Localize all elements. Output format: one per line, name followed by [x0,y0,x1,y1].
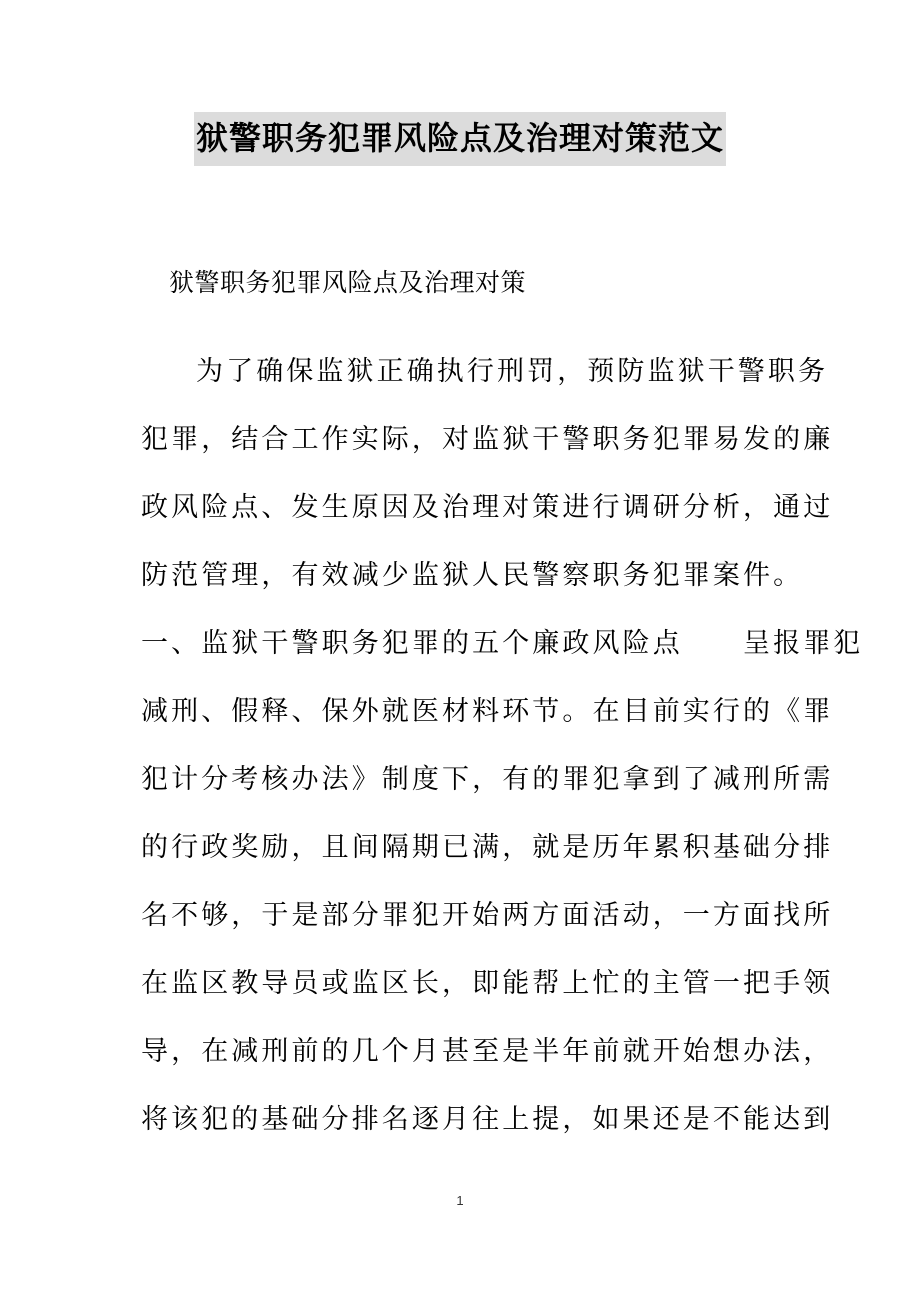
body-line: 的行政奖励，且间隔期已满，就是历年累积基础分排 [141,832,834,863]
body-line: 政风险点、发生原因及治理对策进行调研分析，通过 [141,492,834,523]
document-subtitle: 狱警职务犯罪风险点及治理对策 [169,268,527,297]
body-line: 导，在减刑前的几个月甚至是半年前就开始想办法， [141,1036,834,1067]
body-line: 将该犯的基础分排名逐月往上提，如果还是不能达到 [141,1104,834,1135]
document-title: 狱警职务犯罪风险点及治理对策范文 [194,112,726,166]
body-line: 名不够，于是部分罪犯开始两方面活动，一方面找所 [141,900,834,931]
body-line: 在监区教导员或监区长，即能帮上忙的主管一把手领 [141,968,834,999]
body-line: 防范管理，有效减少监狱人民警察职务犯罪案件。 [141,560,804,591]
body-line: 一、监狱干警职务犯罪的五个廉政风险点 呈报罪犯 [141,628,864,659]
body-line: 为了确保监狱正确执行刑罚，预防监狱干警职务 [196,356,829,387]
page-number: 1 [456,1193,464,1208]
body-text [141,338,864,1154]
body-line: 犯计分考核办法》制度下，有的罪犯拿到了减刑所需 [141,764,834,795]
title-container [0,112,920,166]
body-line: 减刑、假释、保外就医材料环节。在目前实行的《罪 [141,696,834,727]
body-line: 犯罪，结合工作实际，对监狱干警职务犯罪易发的廉 [141,424,834,455]
